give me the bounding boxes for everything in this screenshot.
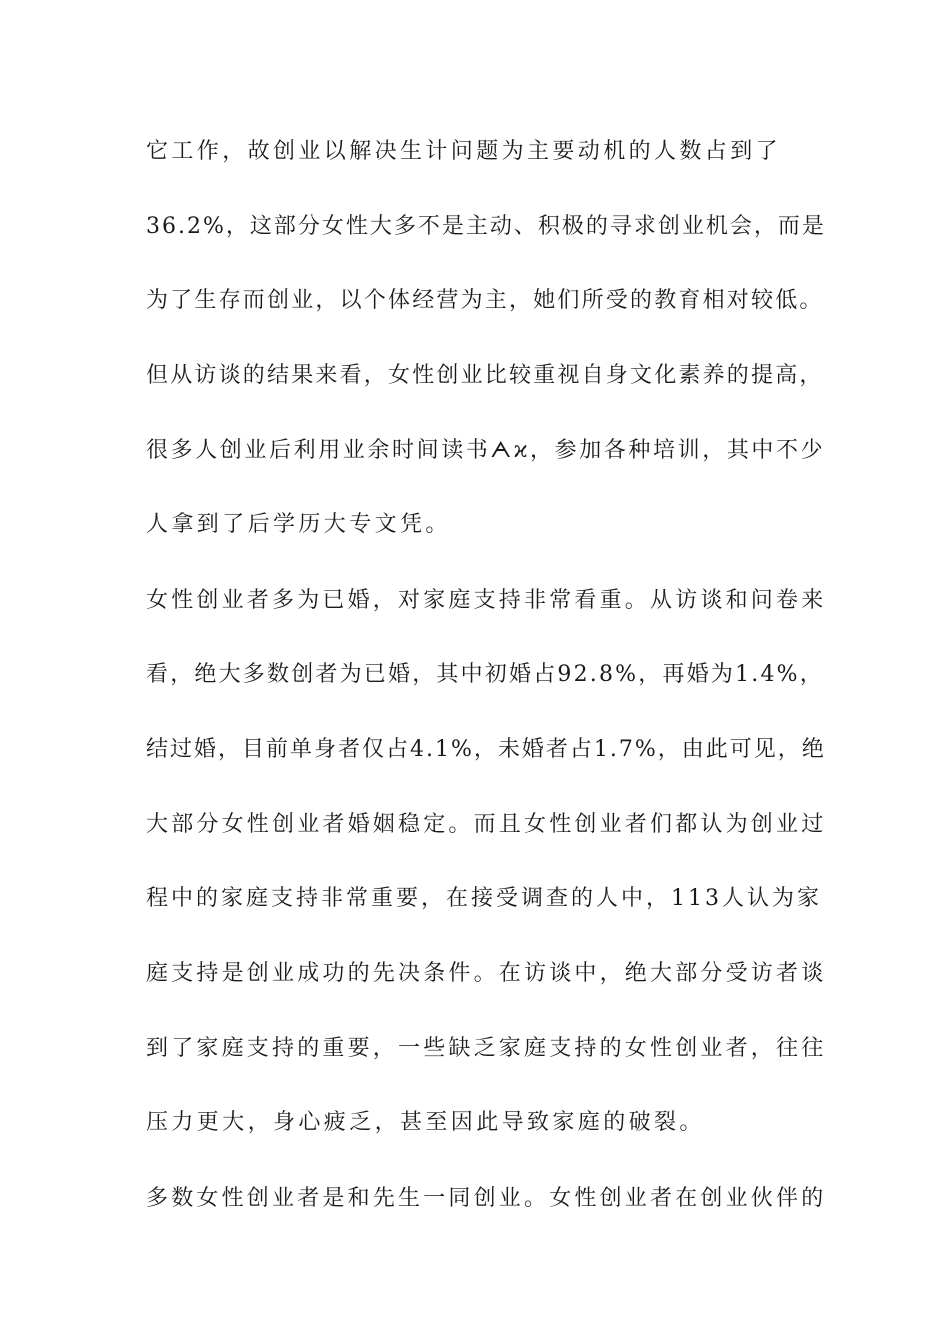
- text-line: 女性创业者多为已婚，对家庭支持非常看重。从访谈和问卷来: [146, 588, 827, 613]
- text-line: 36.2%，这部分女性大多不是主动、积极的寻求创业机会，而是: [146, 214, 826, 239]
- text-line: 庭支持是创业成功的先决条件。在访谈中，绝大部分受访者谈: [146, 961, 827, 986]
- text-line: 很多人创业后利用业余时间读书ᗅϰ，参加各种培训，其中不少: [146, 438, 826, 463]
- text-line: 结过婚，目前单身者仅占4.1%，未婚者占1.7%，由此可见，绝: [146, 737, 826, 762]
- text-line: 程中的家庭支持非常重要，在接受调查的人中，113人认为家: [146, 886, 822, 911]
- text-line: 大部分女性创业者婚姻稳定。而且女性创业者们都认为创业过: [146, 812, 827, 837]
- text-line: 到了家庭支持的重要，一些缺乏家庭支持的女性创业者，往往: [146, 1036, 827, 1061]
- text-line: 为了生存而创业，以个体经营为主，她们所受的教育相对较低。: [146, 288, 824, 313]
- text-line: 但从访谈的结果来看，女性创业比较重视自身文化素养的提高，: [146, 363, 824, 388]
- text-line: 人拿到了后学历大专文凭。: [146, 512, 451, 537]
- text-line: 看，绝大多数创者为已婚，其中初婚占92.8%，再婚为1.4%，: [146, 662, 824, 687]
- text-line: 它工作，故创业以解决生计问题为主要动机的人数占到了: [146, 139, 782, 164]
- text-line: 压力更大，身心疲乏，甚至因此导致家庭的破裂。: [146, 1110, 705, 1135]
- text-line: 多数女性创业者是和先生一同创业。女性创业者在创业伙伴的: [146, 1186, 827, 1211]
